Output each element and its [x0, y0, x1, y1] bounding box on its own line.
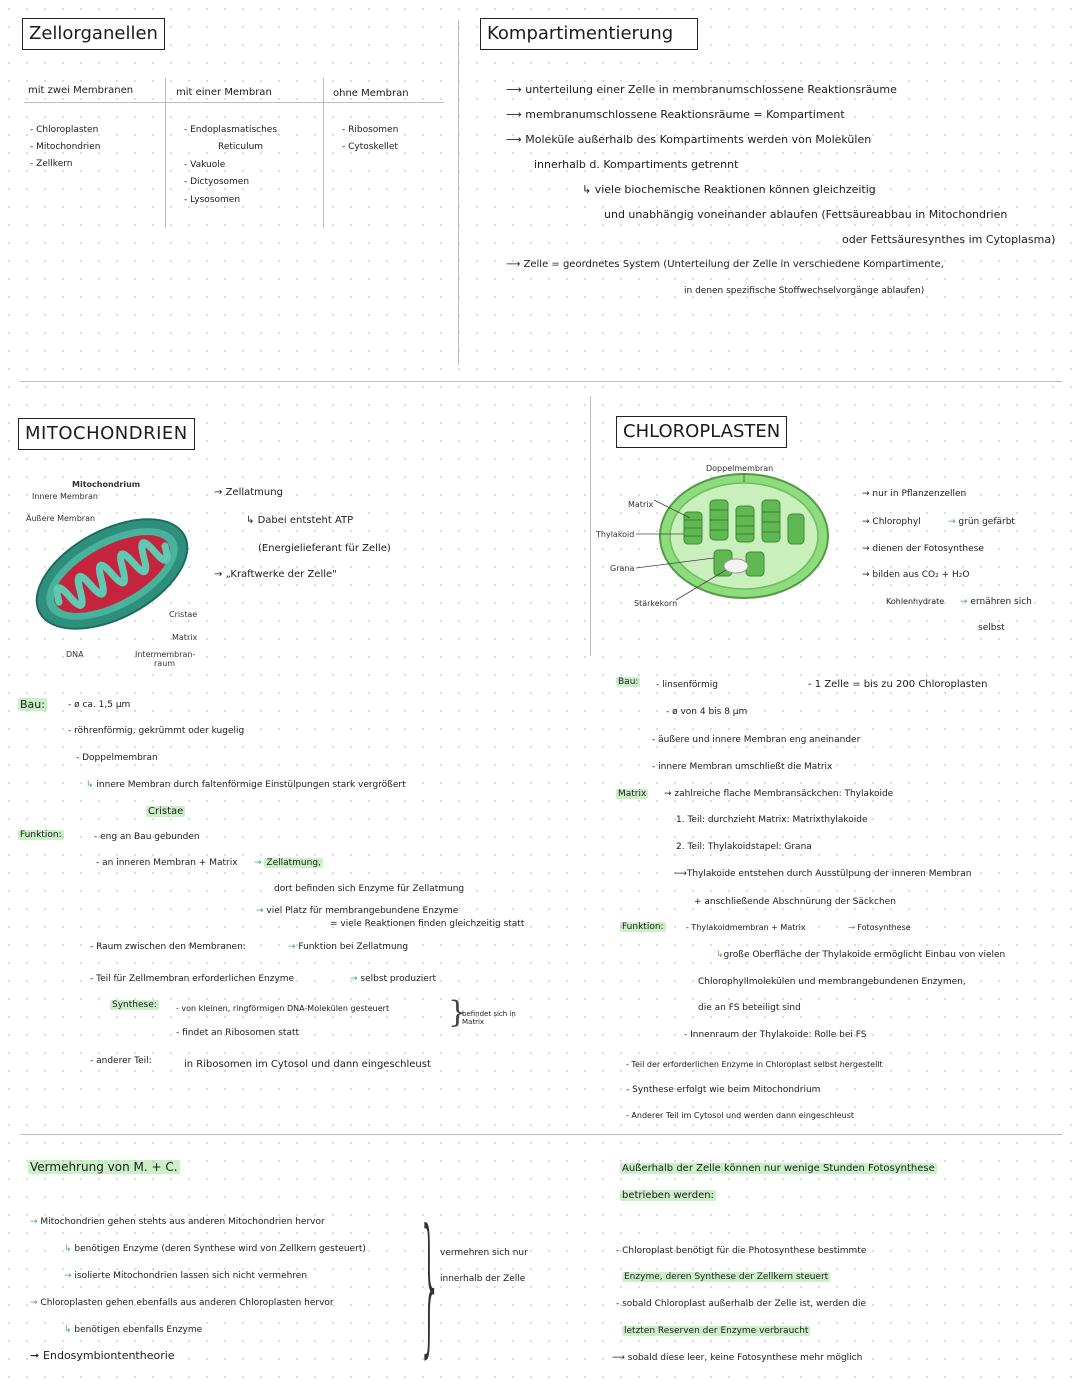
chloro-bau-line: - 1 Zelle = bis zu 200 Chloroplasten: [808, 679, 988, 690]
table-col-divider-1: [165, 78, 166, 228]
mito-bau-line: Cristae: [148, 806, 184, 817]
arrow-icon: →: [256, 906, 267, 916]
chloro-right-line: → ernähren sich: [960, 597, 1032, 607]
label-intermembranraum: Intermembran-: [135, 650, 196, 659]
chloro-funktion-line: - Synthese erfolgt wie beim Mitochondrium: [626, 1085, 821, 1095]
chloro-bau-line: Matrix: [618, 789, 647, 799]
label-grana: Grana: [610, 564, 635, 573]
chloro-bau-line: → zahlreiche flache Membransäckchen: Thylakoide: [664, 789, 894, 799]
col2-item: - Endoplasmatisches: [184, 125, 278, 135]
label-doppelmembran: Doppelmembran: [706, 464, 774, 473]
turn-arrow-icon: ↳: [86, 780, 97, 790]
col1-item: - Mitochondrien: [30, 142, 101, 152]
chloro-funktion-line: - Innenraum der Thylakoide: Rolle bei FS: [684, 1030, 867, 1040]
arrow-icon: →: [30, 1298, 41, 1308]
mito-bau-line: - Doppelmembran: [76, 753, 158, 763]
chloro-right-line: → bilden aus CO₂ + H₂O: [862, 570, 970, 580]
ausserhalb-title: betrieben werden:: [622, 1190, 714, 1201]
mitochondrium-diagram: [22, 478, 202, 670]
col3-item: - Ribosomen: [342, 125, 399, 135]
arrow-icon: →: [848, 923, 858, 932]
table-rule: [24, 102, 444, 103]
mito-funktion-line: → viel Platz für membrangebundene Enzyme: [256, 906, 459, 916]
col3-item: - Cytoskellet: [342, 142, 398, 152]
mito-funktion-line: Synthese:: [112, 1000, 157, 1010]
kompart-line: und unabhängig voneinander ablaufen (Fettsäureabbau in Mitochondrien: [604, 208, 1008, 221]
arrow-icon: ⟶: [506, 133, 526, 146]
chloro-funktion-line: ↳große Oberfläche der Thylakoide ermöglicht Einbau von vielen: [716, 950, 1006, 960]
arrow-icon: →: [350, 974, 361, 984]
ausserhalb-line: letzten Reserven der Enzyme verbraucht: [624, 1326, 809, 1336]
mito-funktion-label: Funktion:: [20, 830, 62, 840]
arrow-icon: →: [214, 569, 226, 580]
middle-section-divider: [590, 396, 591, 656]
top-section-divider: [458, 20, 459, 365]
arrow-icon: ➞: [30, 1349, 44, 1362]
kompart-line: ⟶ Zelle = geordnetes System (Unterteilung der Zelle in verschiedene Kompartimente,: [506, 259, 944, 270]
ausserhalb-title: Außerhalb der Zelle können nur wenige Stunden Fotosynthese: [622, 1163, 935, 1174]
zellorganellen-title: Zellorganellen: [22, 18, 165, 50]
chloro-right-line: selbst: [978, 623, 1005, 633]
chloro-bau-line: - äußere und innere Membran eng aneinander: [652, 735, 861, 745]
mito-funktion-line: - Teil für Zellmembran erforderlichen Enzyme: [90, 974, 295, 984]
vermehrung-line: → Mitochondrien gehen stehts aus anderen Mitochondrien hervor: [30, 1217, 325, 1227]
mito-funktion-line: - findet an Ribosomen statt: [176, 1028, 300, 1038]
mito-funktion-line: - eng an Bau gebunden: [94, 832, 200, 842]
label-staerkekorn: Stärkekorn: [634, 599, 678, 608]
label-innere-membran: Innere Membran: [32, 492, 98, 501]
kompart-line: innerhalb d. Kompartiments getrennt: [534, 158, 739, 171]
kompart-line: oder Fettsäuresynthes im Cytoplasma): [842, 233, 1056, 246]
arrow-icon: →: [862, 570, 873, 580]
chloro-bau-line: 1. Teil: durchzieht Matrix: Matrixthylakoide: [676, 815, 868, 825]
arrow-icon: ⟶: [674, 869, 687, 879]
arrow-icon: ⟶: [612, 1353, 628, 1363]
chloro-bau-line: - linsenförmig: [656, 680, 718, 690]
vermehrung-line: → Chloroplasten gehen ebenfalls aus anderen Chloroplasten hervor: [30, 1298, 334, 1308]
col2-item: Reticulum: [218, 142, 264, 152]
mito-bau-line: - ø ca. 1,5 µm: [68, 700, 131, 710]
chloro-right-line: → dienen der Fotosynthese: [862, 544, 984, 554]
mito-funktion-line: → Zellatmung,: [254, 858, 321, 868]
turn-arrow-icon: ↳: [716, 950, 724, 960]
ausserhalb-line: - sobald Chloroplast außerhalb der Zelle ist, werden die: [616, 1299, 867, 1309]
arrow-icon: →: [214, 487, 226, 498]
label-matrix: Matrix: [172, 633, 198, 642]
chloro-funktion-line: Chlorophyllmolekülen und membrangebundenen Enzymen,: [698, 977, 966, 987]
mito-funktion-line: - anderer Teil:: [90, 1056, 152, 1066]
mito-funktion-line: - Raum zwischen den Membranen:: [90, 942, 246, 952]
mito-bau-line: ↳ innere Membran durch faltenförmige Einstülpungen stark vergrößert: [86, 780, 406, 790]
col1-item: - Chloroplasten: [30, 125, 99, 135]
arrow-icon: →: [862, 544, 873, 554]
ausserhalb-line: ⟶ sobald diese leer, keine Fotosynthese mehr möglich: [612, 1353, 863, 1363]
kompart-line: ⟶ Moleküle außerhalb des Kompartiments werden von Molekülen: [506, 133, 872, 146]
arrow-icon: →: [664, 789, 675, 799]
vermehrung-title: Vermehrung von M. + C.: [30, 1160, 178, 1174]
arrow-icon: ⟶: [506, 108, 526, 121]
turn-arrow-icon: ↳: [582, 183, 595, 196]
chloro-funktion-line: - Anderer Teil im Cytosol und werden dann eingeschleust: [626, 1111, 855, 1120]
chloro-right-line: → grün gefärbt: [948, 517, 1015, 527]
arrow-icon: →: [64, 1271, 75, 1281]
kompart-line: ↳ viele biochemische Reaktionen können gleichzeitig: [582, 183, 876, 196]
col3-head: ohne Membran: [333, 88, 409, 99]
section-divider-1: [20, 381, 1062, 382]
mito-funktion-line: - von kleinen, ringförmigen DNA-Molekülen gesteuert: [176, 1004, 390, 1013]
mitochondrien-title: MITOCHONDRIEN: [18, 418, 195, 450]
arrow-icon: ⟶: [506, 83, 526, 96]
vermehrung-side: innerhalb der Zelle: [440, 1274, 526, 1284]
mito-bau-line: - röhrenförmig, gekrümmt oder kugelig: [68, 726, 245, 736]
label-matrix: Matrix: [628, 500, 654, 509]
kompart-line: ⟶ membranumschlossene Reaktionsräume = Kompartiment: [506, 108, 845, 121]
label-thylakoid: Thylakoid: [596, 530, 635, 539]
vermehrung-line: ↳ benötigen Enzyme (deren Synthese wird von Zellkern gesteuert): [64, 1244, 366, 1254]
chloro-funktion-line: - Thylakoidmembran + Matrix: [686, 923, 806, 932]
mito-funktion-line: → selbst produziert: [350, 974, 437, 984]
arrow-icon: →: [254, 858, 265, 868]
arrow-icon: →: [30, 1217, 41, 1227]
brace-icon: }: [418, 1198, 442, 1372]
col2-item: - Lysosomen: [184, 195, 241, 205]
chloro-bau-line: - ø von 4 bis 8 µm: [666, 707, 748, 717]
label-cristae: Cristae: [169, 610, 198, 619]
chloro-funktion-line: die an FS beteiligt sind: [698, 1003, 801, 1013]
chloroplasten-title: CHLOROPLASTEN: [616, 416, 787, 448]
mito-funktion-line: = viele Reaktionen finden gleichzeitig statt: [330, 919, 525, 929]
mito-funktion-line: dort befinden sich Enzyme für Zellatmung: [274, 884, 465, 894]
arrow-icon: →: [862, 517, 873, 527]
arrow-icon: ⟶: [506, 259, 524, 270]
label-dna: DNA: [66, 650, 84, 659]
arrow-icon: →: [948, 517, 959, 527]
diagram-title: Mitochondrium: [72, 480, 141, 489]
chloro-bau-line: ⟶Thylakoide entstehen durch Ausstülpung der inneren Membran: [674, 869, 972, 879]
vermehrung-line: ↳ benötigen ebenfalls Enzyme: [64, 1325, 203, 1335]
brace-icon: }: [448, 995, 468, 1030]
mito-right-line: ↳ Dabei entsteht ATP: [246, 515, 354, 526]
ausserhalb-line: - Chloroplast benötigt für die Photosynthese bestimmte: [616, 1246, 867, 1256]
col2-item: - Vakuole: [184, 160, 226, 170]
col1-head: mit zwei Membranen: [28, 85, 134, 96]
mito-right-line: (Energielieferant für Zelle): [258, 543, 391, 554]
kompart-line: in denen spezifische Stoffwechselvorgänge ablaufen): [684, 286, 925, 296]
label-aeussere-membran: Äußere Membran: [26, 514, 96, 523]
arrow-icon: →: [960, 597, 971, 607]
table-col-divider-2: [323, 78, 324, 228]
arrow-icon: →: [862, 489, 873, 499]
mito-funktion-line: - an inneren Membran + Matrix: [96, 858, 238, 868]
kompart-line: ⟶ unterteilung einer Zelle in membranumschlossene Reaktionsräume: [506, 83, 897, 96]
turn-arrow-icon: ↳: [246, 515, 258, 526]
vermehrung-side: vermehren sich nur: [440, 1248, 528, 1258]
chloro-funktion-line: - Teil der erforderlichen Enzyme in Chloroplast selbst hergestellt: [626, 1060, 883, 1069]
chloro-funktion-label: Funktion:: [622, 922, 664, 932]
turn-arrow-icon: ↳: [64, 1244, 75, 1254]
chloroplast-diagram: [596, 460, 836, 616]
mito-funktion-line: → Funktion bei Zellatmung: [288, 942, 409, 952]
chloro-right-line: → Chlorophyl: [862, 517, 921, 527]
mito-funktion-line: befindet sich in Matrix: [462, 1010, 516, 1026]
chloro-bau-line: 2. Teil: Thylakoidstapel: Grana: [676, 842, 812, 852]
vermehrung-line: ➞ Endosymbiontentheorie: [30, 1349, 175, 1362]
arrow-icon: →: [288, 942, 299, 952]
section-divider-2: [20, 1134, 1062, 1135]
col2-item: - Dictyosomen: [184, 177, 250, 187]
label-intermembranraum-2: raum: [154, 659, 176, 668]
ausserhalb-line: Enzyme, deren Synthese der Zellkern steuert: [624, 1272, 829, 1282]
turn-arrow-icon: ↳: [64, 1325, 75, 1335]
col2-head: mit einer Membran: [176, 87, 272, 98]
col1-item: - Zellkern: [30, 159, 73, 169]
chloro-funktion-line: → Fotosynthese: [848, 923, 911, 932]
mito-right-line: → Zellatmung: [214, 487, 283, 498]
chloro-right-line: Kohlenhydrate: [886, 597, 945, 606]
kompartimentierung-title: Kompartimentierung: [480, 18, 698, 50]
chloro-bau-label: Bau:: [618, 677, 639, 687]
mito-right-line: → „Kraftwerke der Zelle": [214, 569, 337, 580]
chloro-bau-line: + anschließende Abschnürung der Säckchen: [694, 897, 896, 907]
vermehrung-line: → isolierte Mitochondrien lassen sich nicht vermehren: [64, 1271, 308, 1281]
mito-bau-label: Bau:: [20, 698, 45, 711]
chloro-right-line: → nur in Pflanzenzellen: [862, 489, 967, 499]
chloro-bau-line: - innere Membran umschließt die Matrix: [652, 762, 833, 772]
mito-funktion-line: in Ribosomen im Cytosol und dann eingeschleust: [184, 1059, 431, 1070]
